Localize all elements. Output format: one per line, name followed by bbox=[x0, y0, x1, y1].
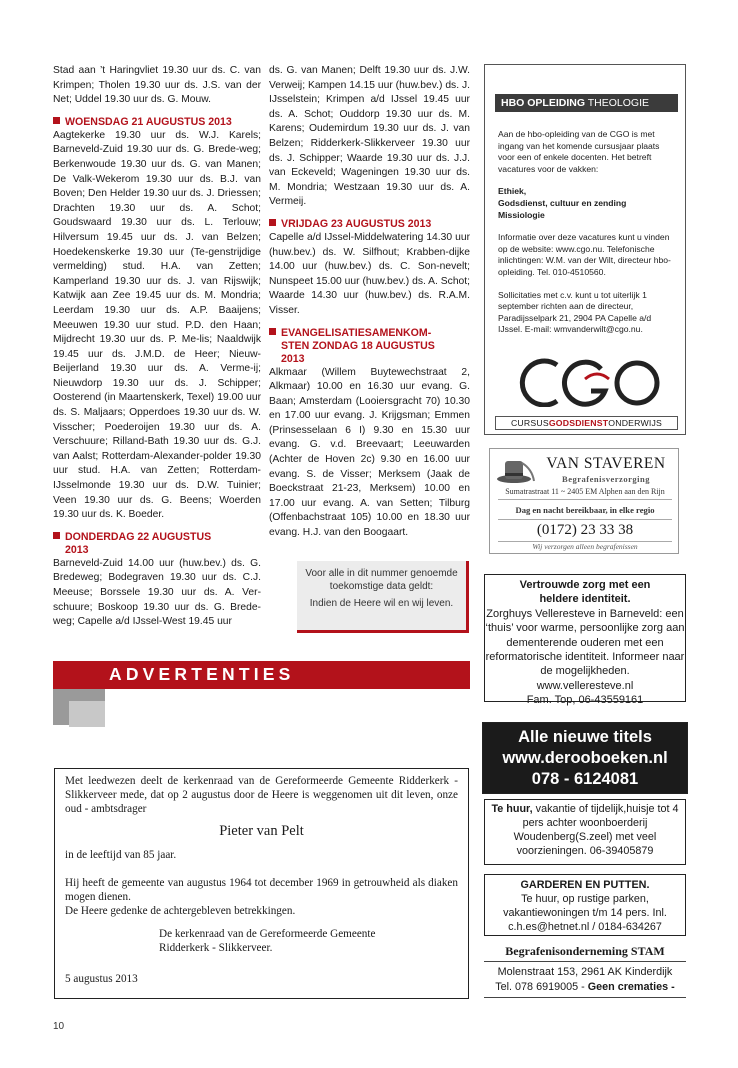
obituary-name: Pieter van Pelt bbox=[219, 823, 304, 840]
disclaimer-line-1: Voor alle in dit nummer genoemde toekomstige data geldt: bbox=[305, 568, 458, 592]
van-staveren-availability: Dag en nacht bereikbaar, in elke regio bbox=[515, 505, 655, 515]
heading-woensdag: WOENSDAG 21 AUGUSTUS 2013 bbox=[53, 116, 261, 129]
col1-wednesday-text: Aagtekerke 19.30 uur ds. W.J. Karels; Barneveld-Zuid 19.30 uur ds. G. Brede-weg; Berkenwoude 19.30 uur ds. G. van Manen; De Valk-Wekerom 19.30 uur ds. B.J. van Boven; Den Helder 19.30 uur ds. J. Driessen; Drachten 19.30 uur ds. A. Schot; Goudswaard 19.30 uur ds. L. Terlouw; Hilversum 19.45 uur ds. J. van Belzen; Hoedekenskerke 19.30 uur (Te-genstrijdige vermelding) stud. H.A. van Zetten; Kamperland 19.30 uur ds. J. van Rijswijk; Katwijk aan Zee 19.45 uur ds. M. Mondria; Leerdam 19.30 uur ds. A.P. Baaijens; Meeuwen 19.30 uur stud. P.D. den Haan; Mijdrecht 19.30 uur ds. P. Me-lis; Naaldwijk 19.45 uur ds. J.M.D. de Heer; Nieuw-Beijerland 19.30 uur ds. A. Verme-ij; Nieuwdorp 19.30 uur ds. J. Schipper; Oosterend (in Maartenskerk, Texel) 19.00 uur ds. S. Maljaars; Opperdoes 19.30 uur ds. W. Visscher; Poederoijen 19.30 uur ds. A. Verschuure; Rilland-Bath 19.30 uur ds. G.J. van Aalst; Rotterdam-Alexander-polder 19.30 uur stud. H.A. van Zetten; Rotterdam-IJsselmonde 19.30 uur ds. D.W. Tuinier; Veen 19.30 uur ds. G. Beens; Woerden 19.30 uur ds. K. Boeder. bbox=[53, 129, 261, 521]
column-1 bbox=[53, 64, 261, 630]
van-staveren-ad bbox=[489, 448, 679, 554]
van-staveren-sub: Begrafenisverzorging bbox=[562, 474, 650, 484]
heading-evangelisatie: EVANGELISATIESAMENKOM- STEN ZONDAG 18 AUGUSTUS 2013 bbox=[269, 327, 470, 366]
col2-intro: ds. G. van Manen; Delft 19.30 uur ds. J.W. Verweij; Kampen 14.15 uur (huw.bev.) ds. J. IJsselstein; Krimpen a/d IJssel 19.45 uur ds. A. Schot; Ouddorp 19.30 uur ds. M. Karens; Oudemirdum 19.30 uur ds. J. van Belzen; Ridderkerk-Slikkerveer 19.30 uur ds. J. Schipper; Waarde 19.30 uur ds. J.J. van Eckeveld; Wageningen 19.30 uur ds. M. Mondria; Westzaan 19.30 uur ds. A. Vermeij. bbox=[269, 65, 470, 208]
hbo-title-bar: HBO OPLEIDING THEOLOGIE bbox=[495, 94, 678, 112]
derooboeken-website: www.derooboeken.nl bbox=[502, 749, 668, 767]
hbo-text: Aan de hbo-opleiding van de CGO is met ingang van het komende cursusjaar plaats voor een of enkele docenten. Het betreft vacatures voor de vakken: Ethiek, Godsdienst, cultuur en zending Missiologie Informatie over deze vacatures kunt u vinden op de website: www.cgo.nu. Telefonische inlichtingen: W.M. van der Wilt, directeur hbo-opleiding. Tel. 010-4510560. Sollicitaties met c.v. kunt u tot uiterlijk 1 september richten aan de directeur, Paradijsselpark 21, 2904 PA Capelle a/d IJssel. E-mail: wmvanderwilt@cgo.nu. bbox=[498, 129, 671, 335]
top-hat-icon bbox=[496, 455, 536, 485]
advertenties-title: ADVERTENTIES bbox=[109, 664, 295, 684]
heading-donderdag: DONDERDAG 22 AUGUSTUS 2013 bbox=[53, 531, 261, 557]
te-huur-ad: Te huur, vakantie of tijdelijk,huisje tot 4 pers achter woonboerderij Woudenberg(S.zeel) met veel voorzieningen. 06-39405879 bbox=[484, 799, 686, 865]
col2-friday-text: Capelle a/d IJssel-Middelwatering 14.30 uur (huw.bev.) ds. W. Silfhout; Krabben-dijke 14.00 uur (huw.bev.) ds. C. Son-nevelt; Nunspeet 15.00 uur (huw.bev.) ds. A. Schot; Waarde 14.30 uur (huw.bev.) ds. R.A.M. Visser. bbox=[269, 231, 470, 316]
garderen-ad: GARDEREN EN PUTTEN. Te huur, op rustige parken, vakantiewoningen t/m 14 pers. Inl. c.h.es@hetnet.nl / 0184-634267 bbox=[484, 874, 686, 936]
advertenties-header bbox=[53, 661, 470, 689]
col1-intro: Stad aan ’t Haringvliet 19.30 uur ds. C. van Krimpen; Tholen 19.30 uur ds. J.S. van der Net; Uddel 19.30 uur ds. G. Mouw. bbox=[53, 65, 261, 106]
obituary-date: 5 augustus 2013 bbox=[65, 972, 138, 985]
column-2 bbox=[269, 64, 470, 541]
col1-thursday-text: Barneveld-Zuid 14.00 uur (huw.bev.) ds. G. Bredeweg; Bodegraven 19.30 uur ds. C.J. Meeuse; Borssele 19.30 uur ds. A. Ver-schuure; Boskoop 19.30 uur ds. G. Brede-weg; Capelle a/d IJssel-West 19.45 uur bbox=[53, 557, 261, 628]
decorative-square-light bbox=[69, 701, 105, 727]
stam-phone: Tel. 078 6919005 - Geen crematies - bbox=[484, 980, 686, 998]
page-number: 10 bbox=[53, 1021, 65, 1032]
van-staveren-phone: (0172) 23 33 38 bbox=[536, 522, 634, 538]
van-staveren-slogan: Wij verzorgen alleen begrafenissen bbox=[532, 542, 638, 551]
derooboeken-phone: 078 - 6124081 bbox=[531, 770, 639, 788]
van-staveren-address: Sumatrastraat 11 ~ 2405 EM Alphen aan den Rijn bbox=[505, 487, 665, 496]
stam-address: Molenstraat 153, 2961 AK Kinderdijk bbox=[497, 966, 673, 978]
heading-vrijdag: VRIJDAG 23 AUGUSTUS 2013 bbox=[269, 218, 470, 231]
cgo-logo bbox=[513, 357, 661, 407]
zorghuys-contact: Fam. Top, 06-43559161 bbox=[526, 694, 644, 707]
cursus-godsdienst-onderwijs: CURSUSGODSDIENSTONDERWIJS bbox=[495, 416, 678, 430]
disclaimer-box bbox=[297, 561, 469, 633]
obituary-notice: Met leedwezen deelt de kerkenraad van de Gereformeerde Gemeente Ridderkerk - Slikkerveer mede, dat op 2 augustus door de Heere is weggenomen uit dit leven, onze oud - ambtsdrager Pieter van Pelt in de leeftijd van 85 jaar. Hij heeft de gemeente van augustus 1964 tot december 1969 in getrouwheid als diaken mogen dienen. De Heere gedenke de achtergebleven betrekkingen. De kerkenraad van de Gereformeerde Gemeente Ridderkerk - Slikkerveer. 5 augustus 2013 bbox=[54, 768, 469, 999]
van-staveren-name: VAN STAVEREN bbox=[546, 455, 666, 472]
stam-ad bbox=[484, 944, 686, 1000]
derooboeken-ad: Alle nieuwe titels www.derooboeken.nl 078 - 6124081 bbox=[482, 722, 688, 794]
zorghuys-website: www.velleresteve.nl bbox=[536, 679, 634, 692]
col2-evangelisatie-text: Alkmaar (Willem Buytewechstraat 2, Alkmaar) 10.00 en 16.30 uur evang. G. Baan; Amsterdam (Looiersgracht 70) 10.30 en 17.00 uur evang. J. Krijgsman; Emmen (Prinsesselaan 6 I) 9.30 en 15.30 uur evang. G. v.d. Breevaart; Leeuwarden (Achter de Hoven 2c) 9.30 en 16.00 uur evang. S. de Visser; Merksem (Jaak de Boeckstraat 21-23, Merksem) 10.00 en 17.00 uur evang. A. van Setten; Tilburg (Offenbachstraat 105) 10.00 en 18.30 uur evang. H.J. van den Boogaart. bbox=[269, 366, 470, 539]
stam-title: Begrafenisonderneming STAM bbox=[484, 944, 686, 962]
disclaimer-line-2: Indien de Heere wil en wij leven. bbox=[309, 598, 454, 609]
hbo-opleiding-ad bbox=[484, 64, 686, 435]
zorghuys-ad: Vertrouwde zorg met een heldere identiteit. Zorghuys Velleresteve in Barneveld: een ‘thuis’ voor warme, persoonlijke zorg aan dementerende ouderen met een reformatorische identiteit. Informeer naar de mogelijkheden. www.velleresteve.nl Fam. Top, 06-43559161 bbox=[484, 574, 686, 702]
